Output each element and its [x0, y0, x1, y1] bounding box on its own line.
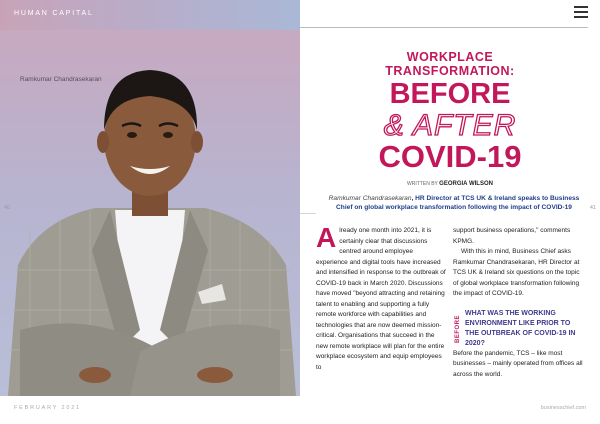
- byline: [300, 181, 600, 187]
- byline-prefix: WRITTEN BY: [407, 181, 438, 187]
- headline-after: & AFTER: [383, 109, 517, 142]
- standfirst-name: Ramkumar Chandrasekaran: [328, 195, 412, 202]
- question-tag: BEFORE: [455, 314, 461, 343]
- footer-site-link[interactable]: businesschief.com: [540, 405, 586, 411]
- footer-date: FEBRUARY 2021: [14, 405, 81, 411]
- standfirst: [322, 194, 586, 212]
- headline-line-2: TRANSFORMATION:: [385, 64, 515, 78]
- section-label: HUMAN CAPITAL: [14, 10, 94, 17]
- page-number-left: 40: [4, 205, 11, 211]
- column-2-paragraph-2: With this in mind, Business Chief asks Ramkumar Chandrasekaran, HR Director at TCS UK & Ireland six questions on the topic of global workplace transformation following the impact of COVID-19.: [453, 248, 580, 297]
- column-2-paragraph-3: Before the pandemic, TCS – like most businesses – mainly operated from offices all across the world.: [453, 349, 583, 378]
- header-rule: [300, 27, 588, 28]
- hamburger-menu-icon[interactable]: [574, 6, 588, 18]
- page-number-right: 41: [589, 205, 596, 211]
- question-block: [453, 309, 585, 349]
- headline-line-1: WORKPLACE: [406, 50, 494, 64]
- article-column-1: [316, 226, 446, 391]
- portrait-illustration: [0, 30, 300, 396]
- drop-cap: A: [316, 226, 337, 253]
- article-column-2: [453, 226, 585, 391]
- column-1-text: lready one month into 2021, it is certainly clear that discussions centred around employee experience and digital tools have increased and intensified in response to the outbreak of COVID-19 back in March 2020. Discussions have moved "beyond attracting and retaining talent to enabling and supporting a fully remote workforce with capabilities and technologies that are now deemed mission-critical. Organisations that succeed in the new remote workplace will plan for the entire workplace ecosystem and equip employees to: [316, 227, 446, 371]
- headline-covid: COVID-19: [378, 139, 522, 174]
- portrait-photo: [0, 30, 300, 396]
- column-2-paragraph-1: support business operations," comments KPMG.: [453, 227, 571, 245]
- byline-author: GEORGIA WILSON: [439, 181, 493, 187]
- headline-kicker: [300, 50, 600, 78]
- headline-before: BEFORE: [389, 78, 511, 110]
- photo-caption: Ramkumar Chandrasekaran: [20, 76, 102, 83]
- question-heading: WHAT WAS THE WORKING ENVIRONMENT LIKE PRIOR TO THE OUTBREAK OF COVID-19 IN 2020?: [465, 309, 576, 347]
- header-bar: [0, 0, 300, 30]
- standfirst-text: , HR Director at TCS UK & Ireland speaks to Business Chief on global workplace transformation following the impact of COVID-19: [336, 195, 580, 211]
- side-divider: [300, 213, 316, 214]
